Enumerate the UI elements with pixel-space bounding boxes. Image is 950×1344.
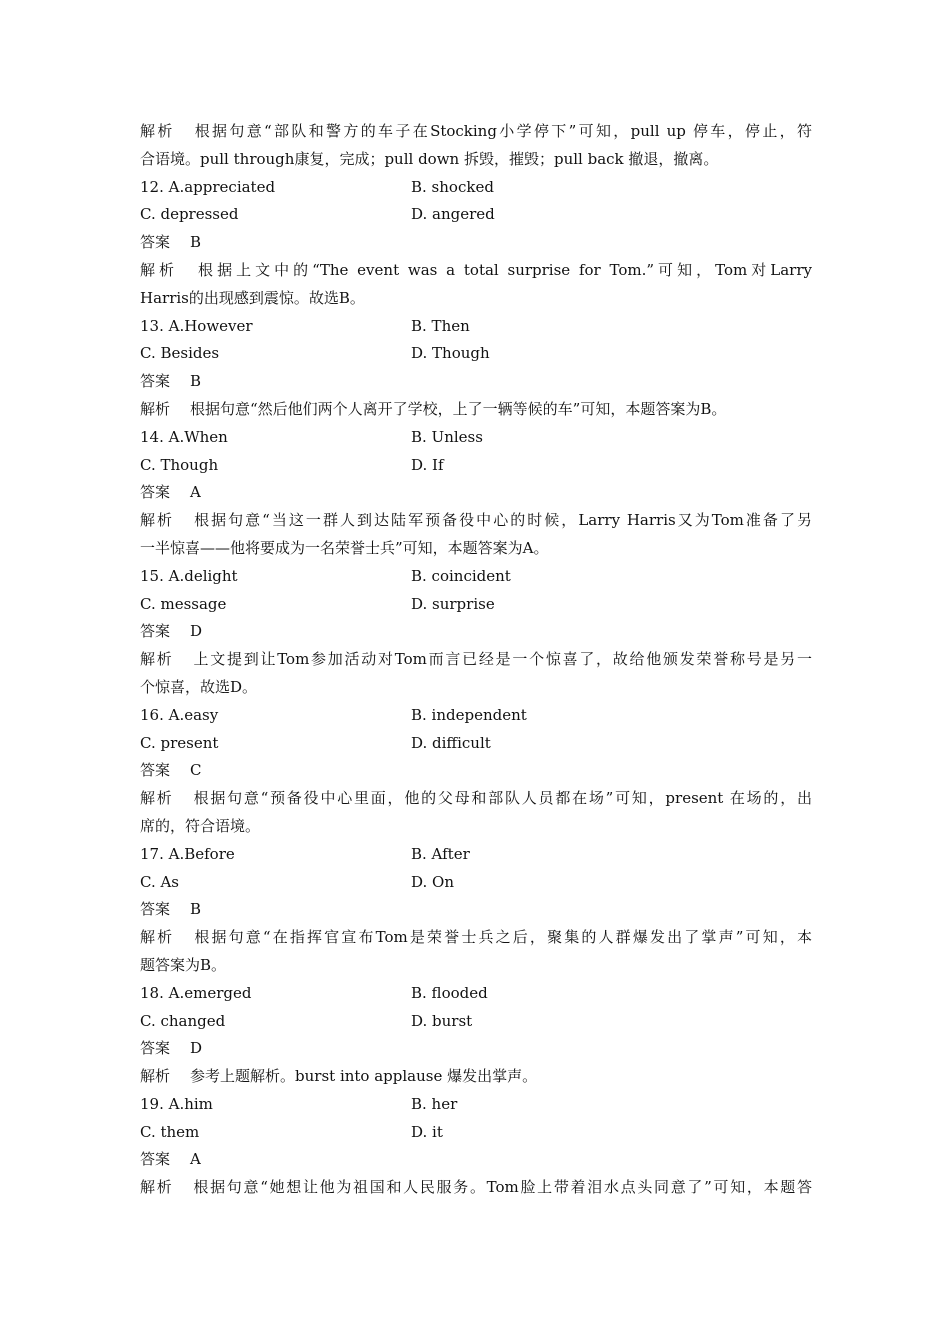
answer-line xyxy=(140,479,812,507)
explanation-text: 参考上题解析。burst into applause 爆发出掌声。 xyxy=(190,1067,538,1086)
option-left: C. depressed xyxy=(140,205,239,224)
option-left: 12. A.appreciated xyxy=(140,177,276,196)
option-row xyxy=(140,174,812,202)
explanation-label: 解析 xyxy=(140,650,174,669)
explanation-text: 根据句意“她想让他为祖国和人民服务。Tom脸上带着泪水点头同意了”可知，本题答 xyxy=(193,1178,812,1197)
answer-line xyxy=(140,368,812,396)
explanation-line xyxy=(140,396,812,424)
option-left: 13. A.However xyxy=(140,316,253,335)
answer-line xyxy=(140,1146,812,1174)
option-right: B. Then xyxy=(411,316,470,335)
answer-label: 答案 xyxy=(140,761,171,780)
option-right: B. her xyxy=(411,1094,458,1113)
explanation-text: 根据句意“在指挥官宣布Tom是荣誉士兵之后，聚集的人群爆发出了掌声”可知，本 xyxy=(194,928,812,947)
explanation-text: 上文提到让Tom参加活动对Tom而言已经是一个惊喜了，故给他颁发荣誉称号是另一 xyxy=(193,650,812,669)
option-left: 19. A.him xyxy=(140,1094,213,1113)
answer-label: 答案 xyxy=(140,483,171,502)
option-row xyxy=(140,452,812,480)
option-row xyxy=(140,702,812,730)
option-left: C. Besides xyxy=(140,344,220,363)
explanation-line xyxy=(140,674,812,702)
option-right: D. On xyxy=(411,872,454,891)
option-right: B. shocked xyxy=(411,177,494,196)
option-row xyxy=(140,340,812,368)
answer-label: 答案 xyxy=(140,622,171,641)
answer-value: C xyxy=(190,761,202,780)
explanation-line xyxy=(140,146,812,174)
explanation-text: 根据句意“部队和警方的车子在Stocking小学停下”可知，pull up 停车，停止，符 xyxy=(194,122,812,140)
explanation-label: 解析 xyxy=(140,789,174,808)
explanation-line xyxy=(140,952,812,980)
answer-value: D xyxy=(190,622,203,641)
explanation-label: 解析 xyxy=(140,399,171,418)
answer-label: 答案 xyxy=(140,900,171,919)
option-left: C. present xyxy=(140,733,219,752)
option-right: B. Unless xyxy=(411,427,483,446)
option-row xyxy=(140,869,812,897)
option-right: D. angered xyxy=(411,205,495,224)
option-row xyxy=(140,563,812,591)
explanation-text: 席的，符合语境。 xyxy=(140,816,261,835)
explanation-label: 解析 xyxy=(140,260,179,279)
explanation-line xyxy=(140,507,812,535)
option-left: C. Though xyxy=(140,455,219,474)
option-row xyxy=(140,980,812,1008)
option-row xyxy=(140,313,812,341)
answer-line xyxy=(140,896,812,924)
answer-value: B xyxy=(190,372,202,391)
explanation-text: 题答案为B。 xyxy=(140,955,227,974)
option-right: D. difficult xyxy=(411,733,491,752)
answer-label: 答案 xyxy=(140,1039,171,1058)
option-left: 18. A.emerged xyxy=(140,983,252,1002)
explanation-label: 解析 xyxy=(140,511,175,530)
explanation-line xyxy=(140,1174,812,1202)
explanation-label: 解析 xyxy=(140,1067,171,1086)
option-row xyxy=(140,591,812,619)
answer-value: A xyxy=(190,483,201,502)
explanation-line xyxy=(140,1063,812,1091)
option-left: C. message xyxy=(140,594,227,613)
option-left: 15. A.delight xyxy=(140,566,238,585)
explanation-line xyxy=(140,118,812,146)
explanation-text: 根据句意“预备役中心里面，他的父母和部队人员都在场”可知，present 在场的，出 xyxy=(193,789,812,808)
option-right: D. Though xyxy=(411,344,490,363)
option-right: D. surprise xyxy=(411,594,495,613)
option-right: B. coincident xyxy=(411,566,511,585)
option-row xyxy=(140,1008,812,1036)
explanation-line xyxy=(140,924,812,952)
explanation-line xyxy=(140,285,812,313)
option-right: B. independent xyxy=(411,705,527,724)
explanation-text: Harris的出现感到震惊。故选B。 xyxy=(140,288,365,307)
explanation-label: 解析 xyxy=(140,122,175,140)
explanation-text: 一半惊喜——他将要成为一名荣誉士兵”可知，本题答案为A。 xyxy=(140,538,549,557)
explanation-line xyxy=(140,646,812,674)
answer-line xyxy=(140,757,812,785)
option-row xyxy=(140,730,812,758)
answer-label: 答案 xyxy=(140,372,171,391)
document-page xyxy=(140,118,812,1202)
option-row xyxy=(140,1119,812,1147)
option-row xyxy=(140,424,812,452)
explanation-label: 解析 xyxy=(140,928,175,947)
answer-line xyxy=(140,229,812,257)
option-left: C. them xyxy=(140,1122,200,1141)
answer-value: B xyxy=(190,900,202,919)
explanation-label: 解析 xyxy=(140,1178,174,1197)
explanation-line xyxy=(140,785,812,813)
answer-value: B xyxy=(190,233,202,252)
answer-value: D xyxy=(190,1039,203,1058)
answer-label: 答案 xyxy=(140,1150,171,1169)
option-right: D. If xyxy=(411,455,444,474)
option-right: B. flooded xyxy=(411,983,488,1002)
explanation-text: 根据句意“然后他们两个人离开了学校，上了一辆等候的车”可知，本题答案为B。 xyxy=(190,399,727,418)
option-row xyxy=(140,201,812,229)
answer-value: A xyxy=(190,1150,201,1169)
answer-line xyxy=(140,618,812,646)
answer-line xyxy=(140,1035,812,1063)
option-left: C. As xyxy=(140,872,180,891)
option-right: B. After xyxy=(411,844,470,863)
explanation-line xyxy=(140,535,812,563)
option-row xyxy=(140,1091,812,1119)
option-right: D. it xyxy=(411,1122,443,1141)
explanation-line xyxy=(140,813,812,841)
explanation-text: 合语境。pull through康复，完成；pull down 拆毁，摧毁；pull back 撤退，撤离。 xyxy=(140,149,719,168)
explanation-text: 个惊喜，故选D。 xyxy=(140,677,258,696)
explanation-text: 根据上文中的“The event was a total surprise for Tom.”可知，Tom对Larry xyxy=(198,260,812,279)
option-left: 14. A.When xyxy=(140,427,228,446)
option-left: 17. A.Before xyxy=(140,844,235,863)
explanation-text: 根据句意“当这一群人到达陆军预备役中心的时候，Larry Harris又为Tom准备了另 xyxy=(194,511,812,530)
option-right: D. burst xyxy=(411,1011,473,1030)
answer-label: 答案 xyxy=(140,233,171,252)
option-left: C. changed xyxy=(140,1011,226,1030)
option-row xyxy=(140,841,812,869)
explanation-line xyxy=(140,257,812,285)
option-left: 16. A.easy xyxy=(140,705,219,724)
